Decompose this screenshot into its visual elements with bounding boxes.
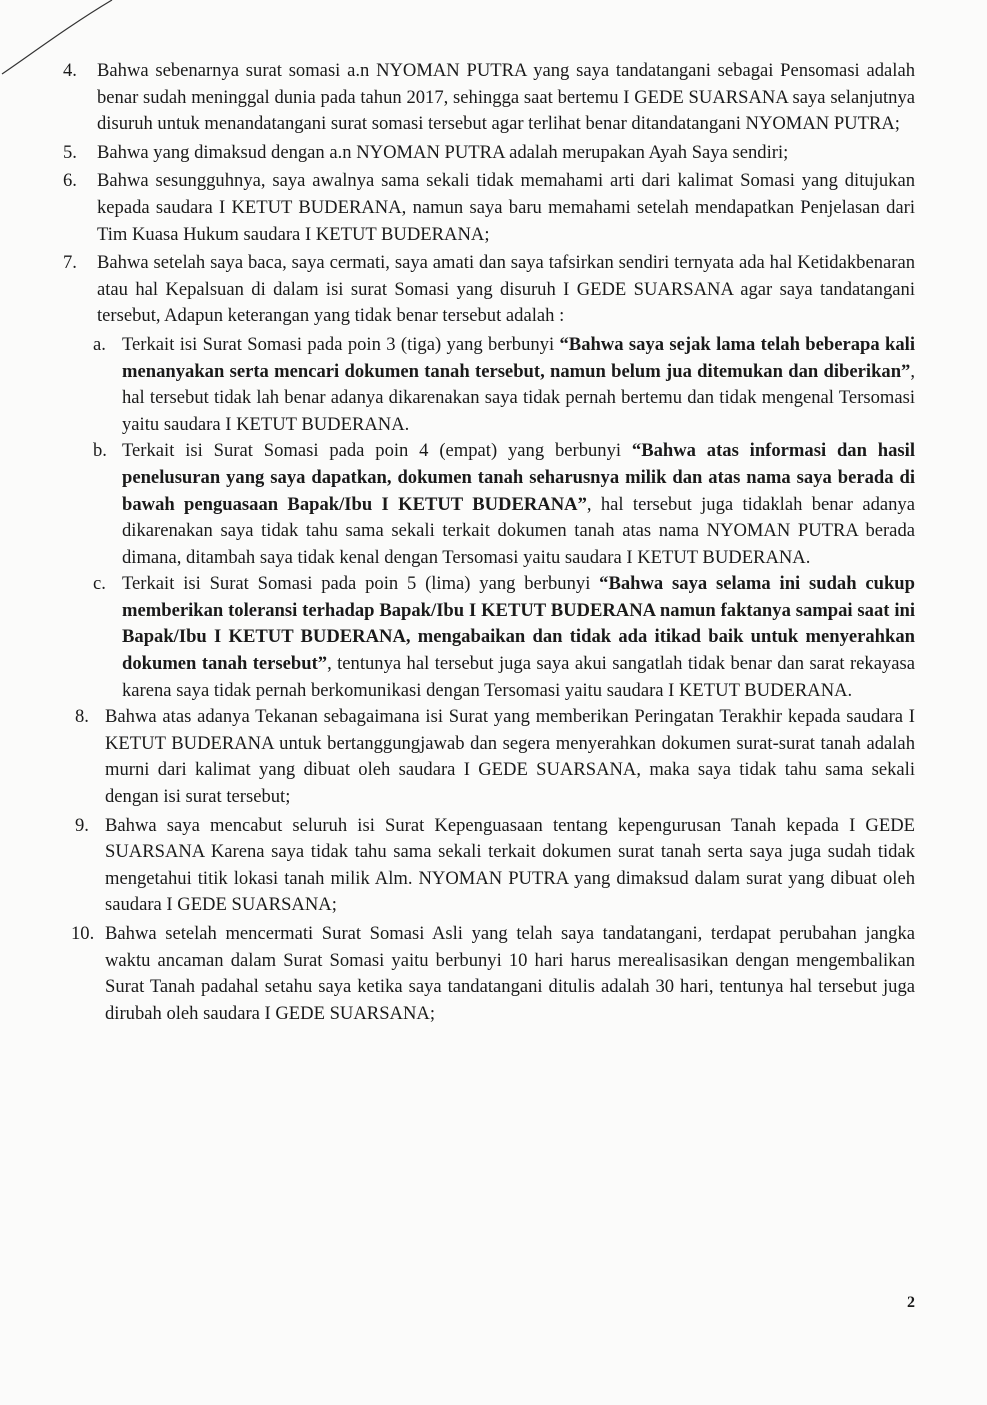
sub-item-text: Terkait isi Surat Somasi pada poin 5 (lima) yang berbunyi xyxy=(122,573,600,595)
item-text: Bahwa atas adanya Tekanan sebagaimana isi Surat yang memberikan Peringatan Terakhir kepada saudara I KETUT BUDERANA untuk bertanggungjawab dan segera menyerahkan dokumen surat-surat tanah adalah murni dari kalimat yang dibuat oleh saudara I GEDE SUARSANA, maka saya tidak tahu sama sekali dengan isi surat tersebut; xyxy=(105,706,915,808)
list-item xyxy=(57,58,915,138)
quoted-bold-text: “Bahwa saya selama ini sudah cukup memberikan toleransi terhadap Bapak/Ibu I KETUT BUDERANA namun faktanya sampai saat ini Bapak/Ibu I KETUT BUDERANA, mengabaikan dan tidak ada itikad baik untuk menyerahkan dokumen tanah tersebut” xyxy=(122,573,915,675)
page-number: 2 xyxy=(907,1294,915,1311)
item-text: Bahwa sesungguhnya, saya awalnya sama sekali tidak memahami arti dari kalimat Somasi yang ditujukan kepada saudara I KETUT BUDERANA, namun saya baru memahami setelah mendapatkan Penjelasan dari Tim Kuasa Hukum saudara I KETUT BUDERANA; xyxy=(97,170,915,245)
sub-item-text: Terkait isi Surat Somasi pada poin 4 (empat) yang berbunyi xyxy=(122,440,632,462)
list-item xyxy=(57,250,915,330)
sub-item xyxy=(57,332,915,438)
list-item xyxy=(57,140,915,167)
sub-item xyxy=(57,438,915,571)
quoted-bold-text: “Bahwa atas informasi dan hasil penelusuran yang saya dapatkan, dokumen tanah seharusnya milik dan atas nama saya berada di bawah penguasaan Bapak/Ibu I KETUT BUDERANA” xyxy=(122,440,915,515)
sub-item-text: , hal tersebut tidak lah benar adanya dikarenakan saya tidak pernah bertemu dan tidak mengenal Tersomasi yaitu saudara I KETUT BUDERANA. xyxy=(122,360,915,435)
item-number: 9. xyxy=(75,814,89,836)
numbered-statement-list xyxy=(57,58,915,1029)
item-text: Bahwa yang dimaksud dengan a.n NYOMAN PUTRA adalah merupakan Ayah Saya sendiri; xyxy=(97,141,789,163)
sub-item-letter: c. xyxy=(93,573,106,595)
item-text: Bahwa setelah saya baca, saya cermati, saya amati dan saya tafsirkan sendiri ternyata ada hal Ketidakbenaran atau hal Kepalsuan di dalam isi surat Somasi yang disuruh I GEDE SUARSANA agar saya tandatangani tersebut, Adapun keterangan yang tidak benar tersebut adalah : xyxy=(97,252,915,327)
item-number: 7. xyxy=(63,252,77,274)
list-item xyxy=(57,704,915,810)
sub-item-text: Terkait isi Surat Somasi pada poin 3 (tiga) yang berbunyi xyxy=(122,333,560,355)
sub-item-text: , tentunya hal tersebut juga saya akui sangatlah tidak benar dan sarat rekayasa karena saya tidak pernah berkomunikasi dengan Tersomasi yaitu saudara I KETUT BUDERANA. xyxy=(122,653,915,701)
item-text: Bahwa saya mencabut seluruh isi Surat Kepenguasaan tentang kepengurusan Tanah kepada I GEDE SUARSANA Karena saya tidak tahu sama sekali terkait dokumen surat tanah serta saya juga sudah tidak mengetahui titik lokasi tanah milik Alm. NYOMAN PUTRA yang dimaksud dalam surat yang dibuat oleh saudara I GEDE SUARSANA; xyxy=(105,814,915,916)
item-text: Bahwa sebenarnya surat somasi a.n NYOMAN PUTRA yang saya tandatangani sebagai Pensomasi adalah benar sudah meninggal dunia pada tahun 2017, sehingga saat bertemu I GEDE SUARSANA saya selanjutnya disuruh untuk menandatangani surat somasi tersebut agar terlihat benar ditandatangani NYOMAN PUTRA; xyxy=(97,60,915,135)
sub-item-text: , hal tersebut juga tidaklah benar adanya dikarenakan saya tidak tahu sama sekali terkait dokumen tanah atas nama NYOMAN PUTRA berada dimana, ditambah saya tidak kenal dengan Tersomasi yaitu saudara I KETUT BUDERANA. xyxy=(122,493,915,568)
sub-item xyxy=(57,571,915,704)
quoted-bold-text: “Bahwa saya sejak lama telah beberapa kali menanyakan serta mencari dokumen tanah tersebut, namun belum jua ditemukan dan diberikan” xyxy=(122,333,915,382)
list-item xyxy=(57,168,915,248)
sub-item-letter: a. xyxy=(93,333,106,355)
item-number: 5. xyxy=(63,141,77,163)
sub-item-letter: b. xyxy=(93,440,107,462)
item-number: 8. xyxy=(75,706,89,728)
list-item xyxy=(57,921,915,1027)
item-text: Bahwa setelah mencermati Surat Somasi Asli yang telah saya tandatangani, terdapat perubahan jangka waktu ancaman dalam Surat Somasi yaitu berbunyi 10 hari harus merealisasikan dengan mengembalikan Surat Tanah padahal setahu saya ketika saya tandatangani ditulis adalah 30 hari, tentunya hal tersebut juga dirubah oleh saudara I GEDE SUARSANA; xyxy=(105,923,915,1024)
sub-list xyxy=(57,332,915,704)
item-number: 10. xyxy=(71,923,95,944)
item-number: 6. xyxy=(63,170,77,192)
list-item xyxy=(57,813,915,919)
item-number: 4. xyxy=(63,60,77,81)
